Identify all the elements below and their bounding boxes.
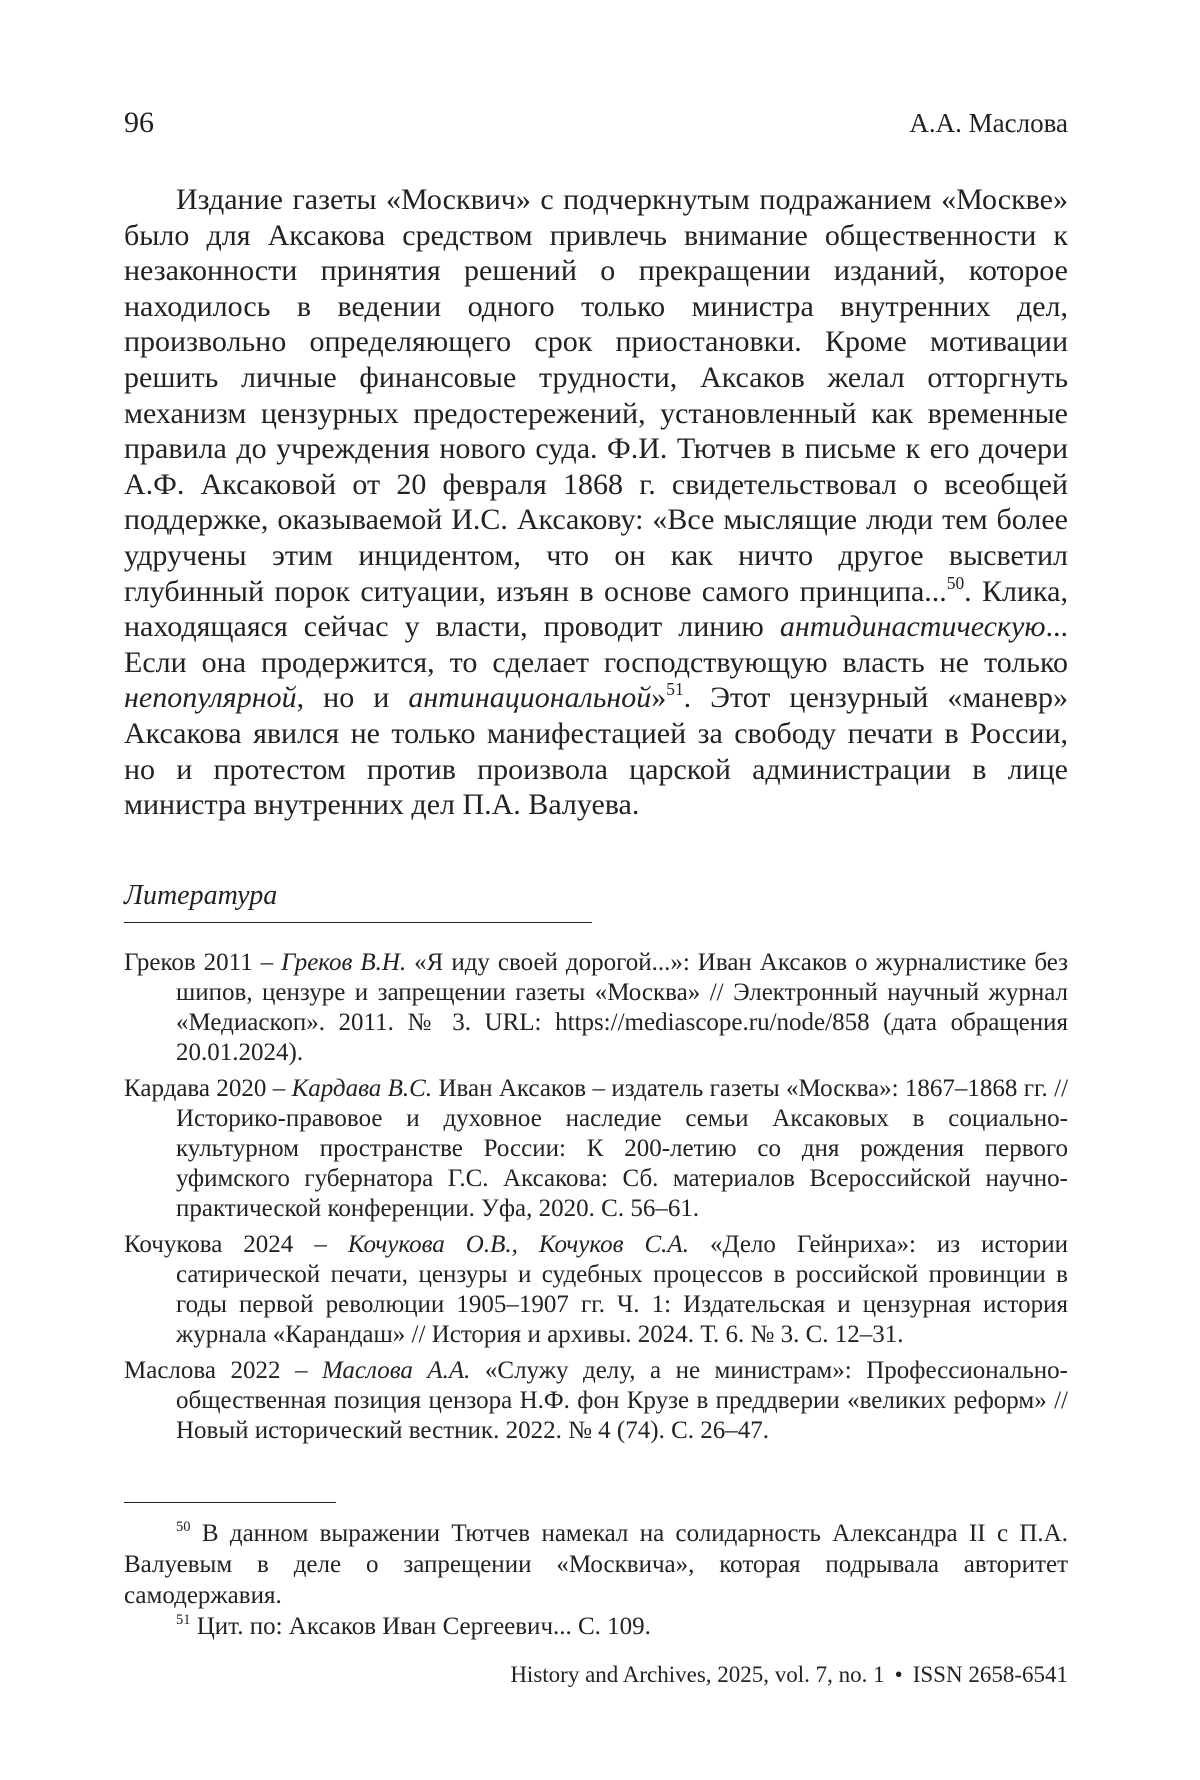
reference-item xyxy=(124,948,1068,1068)
reference-key: Греков 2011 – xyxy=(124,949,282,976)
page-footer xyxy=(510,1662,1068,1688)
literature-heading: Литература xyxy=(124,880,278,911)
footnote-text: В данном выражении Тютчев намекал на солидарность Александра II с П.А. Валуевым в деле о запрещении «Москвича», которая подрывала авторитет самодержавия. xyxy=(124,1520,1068,1609)
body-italic-3: антинациональной xyxy=(408,681,652,715)
footer-bullet: • xyxy=(894,1662,903,1687)
footnote-ref-50[interactable]: 50 xyxy=(946,572,965,593)
footnote-50 xyxy=(124,1518,1068,1611)
reference-text: «Я иду своей дорогой...»: Иван Аксаков о журналистике без шипов, цензуре и запрещении газеты «Москва» // Электронный научный журнал «Медиаскоп». 2011. № 3. URL: https://mediascope.ru/node/858 (дата обращения 20.01.2024). xyxy=(176,949,1068,1066)
footer-issn: ISSN 2658-6541 xyxy=(912,1662,1068,1687)
body-paragraph xyxy=(124,182,1068,823)
reference-author: Кочукова О.В., Кочуков С.А. xyxy=(347,1231,689,1258)
footnote-rule xyxy=(124,1502,336,1503)
reference-key: Маслова 2022 – xyxy=(124,1357,322,1384)
reference-text: Иван Аксаков – издатель газеты «Москва»: 1867–1868 гг. // Историко-правовое и духовное наследие семьи Аксаковых в социально-культурном пространстве России: К 200-летию со дня рождения первого уфимского губернатора Г.С. Аксакова: Сб. материалов Всероссийской научно-практической конференции. Уфа, 2020. С. 56–61. xyxy=(176,1075,1069,1222)
reference-item xyxy=(124,1356,1068,1446)
page xyxy=(124,0,1068,1780)
reference-key: Кочукова 2024 – xyxy=(124,1231,348,1258)
running-head-author: А.А. Маслова xyxy=(909,108,1068,138)
reference-text: «Служу делу, а не министрам»: Профессионально-общественная позиция цензора Н.Ф. фон Крузе в преддверии «великих реформ» // Новый исторический вестник. 2022. № 4 (74). С. 26–47. xyxy=(176,1357,1069,1444)
body-text-3: ... Если она продержится, то сделает господствующую власть не только xyxy=(124,610,1068,679)
footnote-text: Цит. по: Аксаков Иван Сергеевич... С. 109. xyxy=(190,1613,651,1640)
footnote-ref-51[interactable]: 51 xyxy=(666,679,684,700)
reference-text: «Дело Гейнриха»: из истории сатирической печати, цензуры и судебных процессов в российской провинции в годы первой революции 1905–1907 гг. Ч. 1: Издательская и цензурная история журнала «Карандаш» // История и архивы. 2024. Т. 6. № 3. С. 12–31. xyxy=(176,1231,1068,1348)
body-text-4: , но и xyxy=(296,681,409,715)
reference-item xyxy=(124,1230,1068,1350)
body-text-5: » xyxy=(651,681,667,715)
reference-author: Маслова А.А. xyxy=(321,1357,471,1384)
body-italic-2: непопулярной xyxy=(124,681,297,715)
footnote-number: 51 xyxy=(176,1611,191,1628)
body-text-1: Издание газеты «Москвич» с подчеркнутым подражанием «Москве» было для Аксакова средством привлечь внимание общественности к незаконности принятия решений о прекращении изданий, которое находилось в ведении одного только министра внутренних дел, произвольно определяющего срок приостановки. Кроме мотивации решить личные финансовые трудности, Аксаков желал отторгнуть механизм цензурных предостережений, установленный как временные правила до учреждения нового суда. Ф.И. Тютчев в письме к его дочери А.Ф. Аксаковой от 20 февраля 1868 г. свидетельствовал о всеобщей поддержке, оказываемой И.С. Аксакову: «Все мыслящие люди тем более удручены этим инцидентом, что он как ничто другое высветил глубинный порок ситуации, изъян в основе самого принципа... xyxy=(124,183,1068,608)
reference-author: Греков В.Н. xyxy=(281,949,407,976)
footnotes xyxy=(124,1518,1068,1642)
reference-key: Кардава 2020 – xyxy=(124,1075,292,1102)
reference-list xyxy=(124,948,1068,1452)
body-italic-1: антидинастическую xyxy=(779,610,1046,644)
reference-author: Кардава В.С. xyxy=(291,1075,433,1102)
reference-item xyxy=(124,1074,1068,1224)
footnote-number: 50 xyxy=(176,1518,191,1535)
footer-journal: History and Archives, 2025, vol. 7, no. 1 xyxy=(510,1662,885,1687)
page-header xyxy=(124,106,1068,146)
literature-rule xyxy=(124,922,592,923)
body-text-6: . Этот цензурный «маневр» Аксакова явился не только манифестацией за свободу печати в России, но и протестом против произвола царской администрации в лице министра внутренних дел П.А. Валуева. xyxy=(124,681,1068,822)
page-number: 96 xyxy=(124,106,154,139)
footnote-51 xyxy=(124,1611,1068,1642)
body-text-2: . Клика, находящаяся сейчас у власти, проводит линию xyxy=(124,574,1068,644)
